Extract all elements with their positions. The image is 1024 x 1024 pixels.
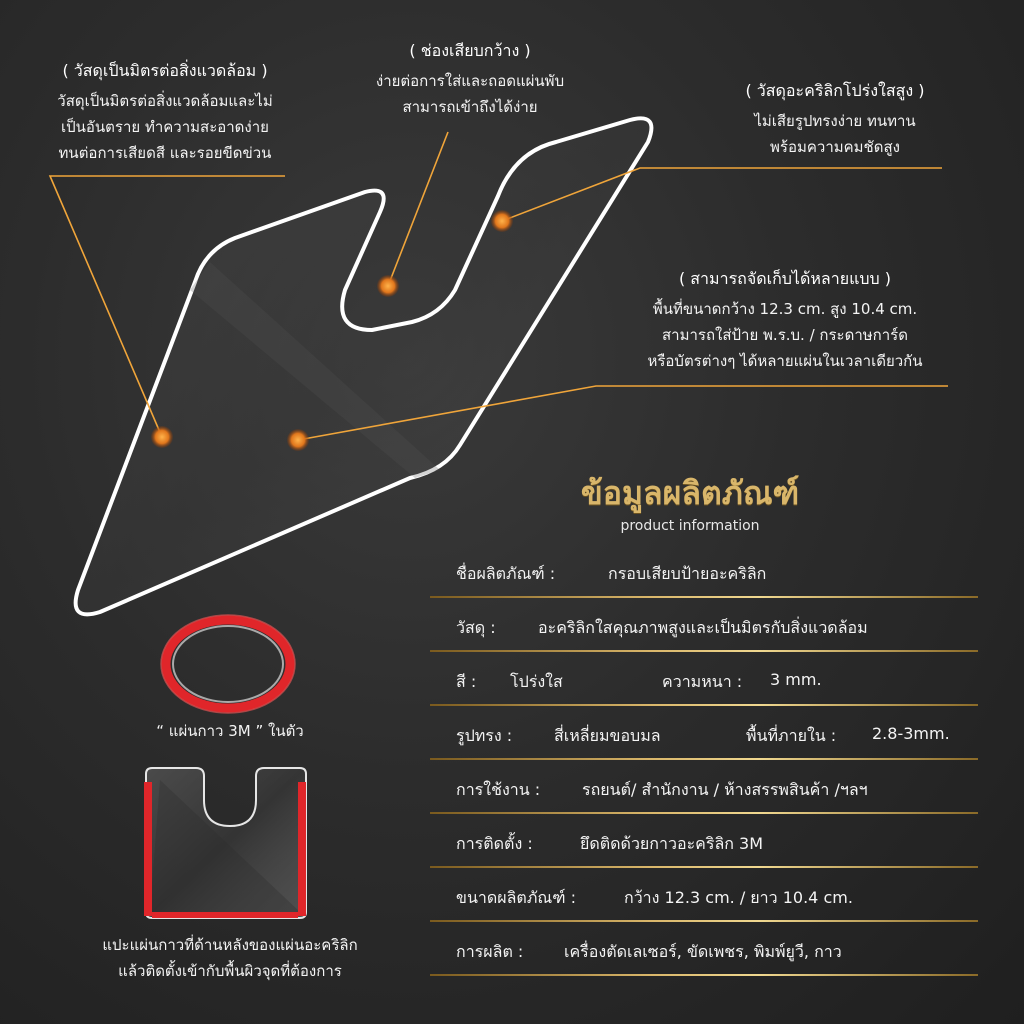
callout-storage: [620, 266, 950, 374]
spec-row-shape: [430, 718, 978, 760]
callout-eco: [30, 58, 300, 166]
spec-label: สี :: [456, 672, 477, 691]
gold-divider: [430, 596, 978, 598]
callout-acrylic-line: ไม่เสียรูปทรงง่าย ทนทาน: [754, 112, 916, 130]
spec-row-material: [430, 610, 978, 652]
spec-value: 3 mm.: [770, 670, 822, 689]
spec-value: สี่เหลี่ยมขอบมล: [554, 726, 661, 745]
acrylic-plate-image: [76, 118, 652, 614]
callout-eco-line: วัสดุเป็นมิตรต่อสิ่งแวดล้อมและไม่: [57, 92, 273, 110]
callout-eco-line: เป็นอันตราย ทำความสะอาดง่าย: [61, 118, 269, 136]
spec-value: 2.8-3mm.: [872, 724, 950, 743]
callout-storage-line: สามารถใส่ป้าย พ.ร.บ. / กระดาษการ์ด: [662, 326, 908, 344]
spec-label: ชื่อผลิตภัณฑ์ :: [456, 564, 556, 583]
spec-row-installation: [430, 826, 978, 868]
spec-label: รูปทรง :: [456, 726, 513, 745]
callout-acrylic-title: ( วัสดุอะคริลิกโปร่งใสสูง ): [745, 81, 925, 100]
callout-slot-title: ( ช่องเสียบกว้าง ): [409, 41, 531, 60]
spec-value: กว้าง 12.3 cm. / ยาว 10.4 cm.: [624, 888, 853, 907]
callout-eco-title: ( วัสดุเป็นมิตรต่อสิ่งแวดล้อม ): [62, 61, 268, 80]
spec-value: ยึดติดด้วยกาวอะคริลิก 3M: [580, 834, 764, 853]
spec-label: วัสดุ :: [456, 618, 496, 637]
gold-divider: [430, 758, 978, 760]
callout-slot-line: สามารถเข้าถึงได้ง่าย: [402, 98, 538, 116]
spec-row-name: [430, 556, 978, 598]
gold-divider: [430, 704, 978, 706]
spec-row-usage: [430, 772, 978, 814]
spec-label: พื้นที่ภายใน :: [746, 726, 837, 745]
callout-storage-title: ( สามารถจัดเก็บได้หลายแบบ ): [678, 269, 892, 288]
gold-divider: [430, 650, 978, 652]
spec-value: เครื่องตัดเลเซอร์, ขัดเพชร, พิมพ์ยูวี, กาว: [564, 942, 842, 961]
spec-value: อะคริลิกใสคุณภาพสูงและเป็นมิตรกับสิ่งแวดล้อม: [538, 618, 868, 637]
spec-value: กรอบเสียบป้ายอะคริลิก: [608, 564, 767, 583]
spec-row-size: [430, 880, 978, 922]
install-caption: [60, 932, 400, 984]
callout-acrylic: [700, 78, 970, 160]
callout-slot: [340, 38, 600, 120]
callout-storage-line: พื้นที่ขนาดกว้าง 12.3 cm. สูง 10.4 cm.: [652, 300, 918, 318]
installation-plate-image: [144, 768, 306, 918]
callout-storage-line: หรือบัตรต่างๆ ได้หลายแผ่นในเวลาเดียวกัน: [647, 352, 923, 370]
gold-divider: [430, 974, 978, 976]
spec-label: การติดตั้ง :: [456, 834, 533, 853]
spec-value: โปร่งใส: [510, 672, 563, 691]
gold-divider: [430, 920, 978, 922]
info-title: ข้อมูลผลิตภัณฑ์: [580, 474, 800, 512]
callout-eco-line: ทนต่อการเสียดสี และรอยขีดข่วน: [58, 144, 272, 162]
spec-row-production: [430, 934, 978, 976]
spec-label: ขนาดผลิตภัณฑ์ :: [456, 888, 576, 907]
tape-caption: “ แผ่นกาว 3M ” ในตัว: [156, 722, 304, 740]
callout-acrylic-line: พร้อมความคมชัดสูง: [770, 138, 900, 156]
gold-divider: [430, 812, 978, 814]
callout-slot-line: ง่ายต่อการใส่และถอดแผ่นพับ: [375, 72, 565, 90]
spec-value: รถยนต์/ สำนักงาน / ห้างสรรพสินค้า /ฯลฯ: [582, 780, 868, 799]
tape-ring-image: [161, 615, 295, 713]
spec-row-color: [430, 664, 978, 706]
info-subtitle: product information: [620, 518, 760, 534]
install-caption-line: แล้วติดตั้งเข้ากับพื้นผิวจุดที่ต้องการ: [118, 962, 342, 980]
gold-divider: [430, 866, 978, 868]
install-caption-line: แปะแผ่นกาวที่ด้านหลังของแผ่นอะคริลิก: [102, 936, 358, 954]
spec-label: การใช้งาน :: [456, 780, 541, 799]
spec-label: ความหนา :: [662, 672, 743, 691]
spec-label: การผลิต :: [456, 942, 524, 961]
